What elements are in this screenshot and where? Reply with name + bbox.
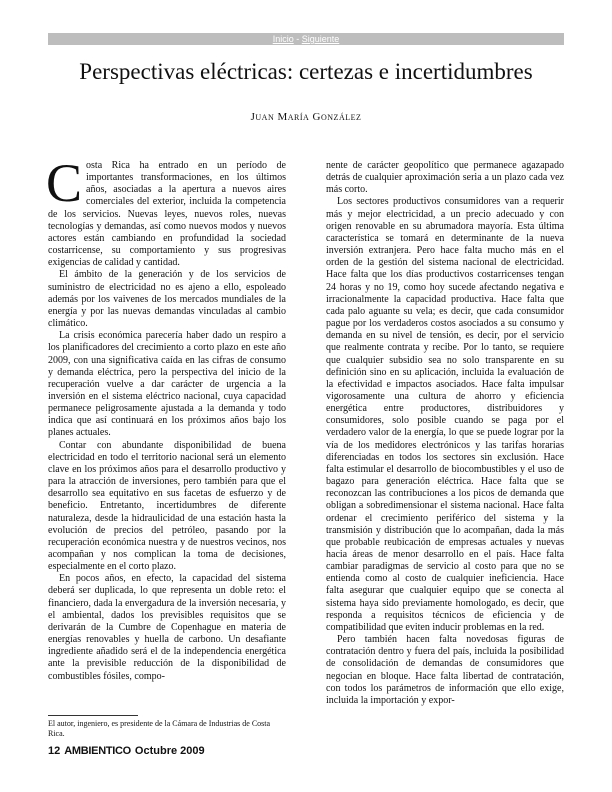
nav-link-inicio[interactable]: Inicio xyxy=(272,34,294,44)
article-title: Perspectivas eléctricas: certezas e incertidumbres xyxy=(79,59,533,84)
paragraph-4: Contar con abundante disponibilidad de buena electricidad en todo el territorio nacional será un elemento clave en los próximos años para el desarrollo productivo y para la atracción de inversiones, pero también para que el desarrollo sea equitativo en sus facetas de esfuerzo y de beneficio. Entretanto, incertidumbres de diferente naturaleza, desde la hidraulicidad de una estación hasta la evolución de precios del petróleo, pasando por la recuperación económica nuestra y de nuestros vecinos, nos acompañan y nos complican la toma de decisiones, especialmente en el corto plazo. xyxy=(48,439,286,573)
page-footer xyxy=(48,744,205,758)
paragraph-2: El ámbito de la generación y de los servicios de suministro de electricidad no es ajeno a ello, espoleado además por los vaivenes de los mercados mundiales de la energía y por las nuevas demandas vinculadas al cambio climático. xyxy=(48,269,286,330)
magazine-logo: AMBIENTICO xyxy=(64,745,131,757)
author-footnote: El autor, ingeniero, es presidente de la Cámara de Industrias de Costa Rica. xyxy=(48,719,271,738)
paragraph-6: nente de carácter geopolítico que permanece agazapado detrás de cualquier aproximación seria a un plazo cada vez más corto. xyxy=(326,160,564,196)
paragraph-5: En pocos años, en efecto, la capacidad del sistema deberá ser duplicada, lo que representa un doble reto: el financiero, dada la envergadura de la inversión necesaria, y el ambiental, dados los previsibles requisitos que se derivarán de la Cumbre de Copenhague en materia de energías renovables y huella de carbono. Un desafiante ingrediente añadido será el de la independencia energética ante la previsible reducción de la disponibilidad de combustibles fósiles, compo- xyxy=(48,573,286,682)
paragraph-7: Los sectores productivos consumidores van a requerir más y mejor electricidad, a un precio adecuado y con origen renovable en su abrumadora mayoría. Esta última característica se tomará en determinante de la nueva inversión extranjera. Pero hace falta mucho más en el orden de la gestión del sistema nacional de electricidad. Hace falta que los días productivos costarricenses tengan 24 horas y no 19, como hoy sucede afectando negativa e irracionalmente la capacidad productiva. Hace falta que cada palo aguante su vela; es decir, que cada consumidor pague por los verdaderos costos asociados a su consumo y demanda en su nivel de tensión, es decir, por el servicio que realmente contrata y recibe. Por lo tanto, se requiere que cualquier subsidio sea no solo transparente en su definición sino en su aplicación, incluida la evaluación de la efectividad e impactos asociados. Hace falta impulsar vigorosamente una cultura de ahorro y eficiencia energética entre productores, distribuidores y consumidores, solo posible cuando se paga por el verdadero valor de la energía, lo que se puede lograr por la vía de los medidores electrónicos y las tarifas horarias diferenciadas en todos los sectores sin exclusión. Hace falta estimular el desarrollo de biocombustibles y el uso de bagazo para generación eléctrica. Hace falta que se reconozcan las contribuciones a los picos de demanda que obligan a sobredimensionar el sistema nacional. Hace falta ordenar el crecimiento periférico del sistema y la transmisión y distribución que lo acompañan, dada la más que probable reubicación de empresas actuales y nuevas hacia áreas de menor desarrollo en el país. Hace falta cambiar paradigmas de servicio al costo para que no se entienda como al costo de cualquier ineficiencia. Hace falta asegurar que cualquier equipo que se conecta al sistema haya sido previamente homologado, es decir, que responda a requisitos técnicos de eficiencia y de compatibilidad que eviten inducir problemas en la red. xyxy=(326,196,564,633)
paragraph-1 xyxy=(46,153,286,269)
paragraph-1-text: osta Rica ha entrado en un período de importantes transformaciones, en los últimos años, asociadas a la apertura a nuevos aires comerciales del exterior, incluida la competencia de los servicios. Nuevas leyes, nuevos roles, nuevas tecnologías y demandas, así como nuevos modos y nuevos actores están cambiando en profundidad la sociedad costarricense, su comportamiento y sus progresivas exigencias de calidad y cantidad. xyxy=(48,160,286,269)
right-column xyxy=(326,160,564,707)
top-nav-bar xyxy=(48,33,564,45)
page-number: 12 xyxy=(48,745,61,757)
dropcap-letter: C xyxy=(46,153,83,213)
article-author: Juan María González xyxy=(250,111,362,123)
paragraph-8: Pero también hacen falta novedosas figuras de contratación dentro y fuera del país, incluida la posibilidad de consolidación de demandas de consumidores que negocian en bloque. Hace falta libertad de contratación, con todos los parámetros de información que ello exige, incluida la importación y expor- xyxy=(326,634,564,706)
paragraph-3: La crisis económica parecería haber dado un respiro a los planificadores del crecimiento a corto plazo en este año 2009, con una significativa caída en las cifras de consumo y demanda eléctrica, pero la perspectiva del inicio de la recuperación vuelve a dar carácter de urgencia a la inversión en el sistema eléctrico nacional, cuya capacidad permanece peligrosamente ajustada a la demanda y todo indica que así continuará en los próximos años bajo los planes actuales. xyxy=(48,330,286,439)
issue-date: Octubre 2009 xyxy=(134,745,205,757)
footnote-divider xyxy=(48,715,138,716)
nav-link-siguiente[interactable]: Siguiente xyxy=(301,34,340,44)
left-column xyxy=(46,153,286,683)
nav-separator: - xyxy=(296,34,300,44)
